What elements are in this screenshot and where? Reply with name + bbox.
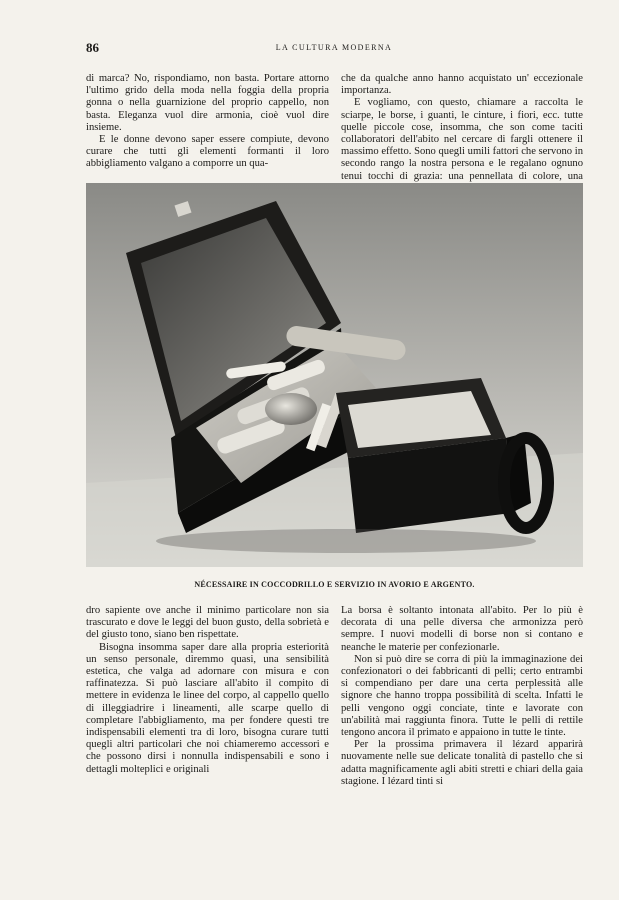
running-header xyxy=(86,40,582,56)
column-bottom-left xyxy=(86,605,329,865)
photo-caption: NÉCESSAIRE IN COCCODRILLO E SERVIZIO IN AVORIO E ARGENTO. xyxy=(194,580,475,589)
paragraph: dro sapiente ove anche il minimo particolare non sia trascurato e dove le leggi del buon gusto, della sobrietà e del giusto tono, siano ben rispettate. xyxy=(86,605,329,641)
running-title: LA CULTURA MODERNA xyxy=(275,43,393,52)
paragraph: di marca? No, rispondiamo, non basta. Portare attorno l'ultimo grido della moda nella foggia della propria gonna o nella guarnizione del proprio cappello, non basta. Eleganza vuol dire armonia, cioè vuol dire insieme. xyxy=(86,73,329,133)
column-top-left xyxy=(86,73,329,183)
page-number: 86 xyxy=(86,40,99,55)
column-bottom-right xyxy=(341,605,583,865)
photo-necessaire xyxy=(86,183,583,567)
paragraph: Bisogna insomma saper dare alla propria esteriorità un senso personale, diremmo quasi, una sensibilità estetica, che valga ad adornare con misura e con raffinatezza. Si può lasciare all'abito il compito di mettere in evidenza le linee del corpo, al cappello quello di illeggiadrire i lineamenti, alle scarpe quello di completare l'abbigliamento, ma per fondere questi tre indispensabili elementi tra di loro, bisogna curare tutti quegli altri particolari che noi chiameremo accessori e che possono dirsi i nonnulla indispensabili e sono i dettagli molteplici e originali xyxy=(86,641,329,775)
paragraph: Per la prossima primavera il lézard apparirà nuovamente nelle sue delicate tonalità di pastello che si adatta magnificamente agli abiti stretti e chiari della gaia stagione. I lézard tinti si xyxy=(341,739,583,787)
paragraph: La borsa è soltanto intonata all'abito. Per lo più è decorata di una pelle diversa che armonizza però sempre. I nuovi modelli di borse non si contano e neanche le materie per confezionarle. xyxy=(341,605,583,653)
paragraph: Non si può dire se corra di più la immaginazione dei confezionatori o dei fabbricanti di pelli; certo entrambi si compendiano per dare una certa perplessità alle signore che hanno troppa possibilità di scelta. Infatti le pelli vengono oggi conciate, tinte e lavorate con un'abilità mai raggiunta finora. Tutte le pelli di rettile tengono ancora il primato e appaiono in tutte le tinte. xyxy=(341,653,583,739)
paragraph: E le donne devono saper essere compiute, devono curare che tutti gli elementi formanti il loro abbigliamento valgano a comporre un qua- xyxy=(86,134,329,170)
paragraph: che da qualche anno hanno acquistato un' eccezionale importanza. xyxy=(341,73,583,97)
paragraph: E vogliamo, con questo, chiamare a raccolta le sciarpe, le borse, i guanti, le cinture, i fiori, ecc. tutte quelle piccole cose, insomma, che son come taciti collaboratori dell'abito nel cercare di fargli ottenere il massimo effetto. Sono quegli umili fattori che servono in secondo rango la nostra persona e le regalano ognuno tenui tocchi di grazia: una pennellata di colore, una xyxy=(341,97,583,182)
